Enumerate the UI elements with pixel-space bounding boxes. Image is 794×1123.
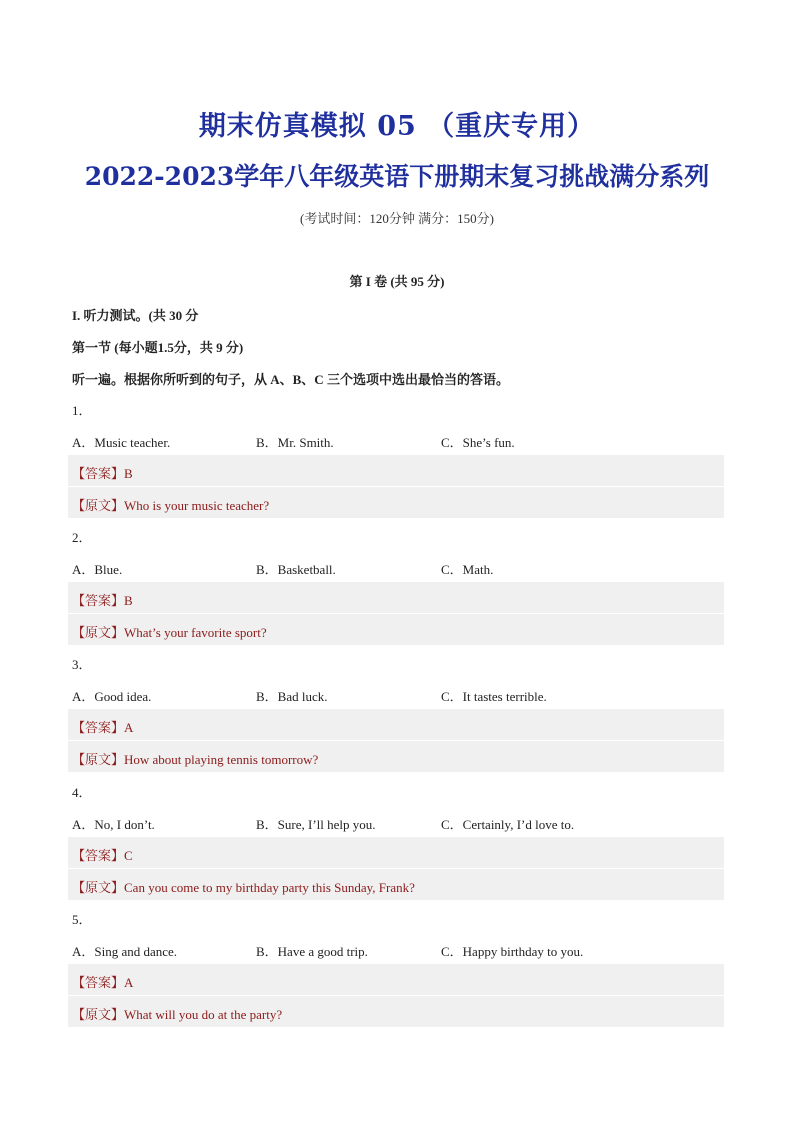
answer-box-divider <box>68 486 724 487</box>
answer-line <box>72 972 133 991</box>
option-a: A．Sing and dance. <box>72 944 178 959</box>
option-c: C．It tastes terrible. <box>441 689 547 704</box>
document-title: 期末仿真模拟 05 （重庆专用） <box>198 111 596 142</box>
answer-box <box>68 709 724 772</box>
question-number: 5． <box>72 912 92 927</box>
answer-box <box>68 964 724 1027</box>
original-line <box>72 622 267 641</box>
option-b: B．Mr. Smith. <box>256 435 334 450</box>
original-label: 【原文】 <box>72 625 125 640</box>
option-a: A．Good idea. <box>72 689 152 704</box>
question-number: 1． <box>72 403 92 418</box>
answer-value: C <box>124 848 133 863</box>
option-a: A．Music teacher. <box>72 435 171 450</box>
option-b: B．Bad luck. <box>256 689 328 704</box>
original-line <box>72 495 269 514</box>
answer-box <box>68 455 724 518</box>
option-b: B．Have a good trip. <box>256 944 368 959</box>
option-a: A．Blue. <box>72 562 123 577</box>
answer-value: A <box>124 975 134 990</box>
original-text: What will you do at the party? <box>124 1007 283 1022</box>
part-title: 第 I 卷 (共 95 分) <box>349 274 445 289</box>
option-c: C．Happy birthday to you. <box>441 944 584 959</box>
original-text: How about playing tennis tomorrow? <box>124 752 319 767</box>
answer-label: 【答案】 <box>72 466 125 481</box>
original-label: 【原文】 <box>72 880 125 895</box>
answer-value: B <box>124 466 133 481</box>
question-number: 2． <box>72 530 92 545</box>
answer-box-divider <box>68 740 724 741</box>
answer-box-divider <box>68 613 724 614</box>
original-text: What’s your favorite sport? <box>124 625 267 640</box>
original-text: Can you come to my birthday party this Sunday, Frank? <box>124 880 415 895</box>
question-number: 4． <box>72 785 92 800</box>
original-line <box>72 877 415 896</box>
series-title: 2022-2023学年八年级英语下册期末复习挑战满分系列 <box>84 162 710 191</box>
subsection-heading: 第一节 (每小题1.5分，共 9 分) <box>72 340 244 355</box>
answer-box-divider <box>68 868 724 869</box>
section-heading: I. 听力测试。(共 30 分 <box>72 308 199 323</box>
question-number: 3． <box>72 657 92 672</box>
answer-label: 【答案】 <box>72 975 125 990</box>
answer-line <box>72 845 133 864</box>
option-c: C．Math. <box>441 562 494 577</box>
original-line <box>72 1004 282 1023</box>
original-label: 【原文】 <box>72 1007 125 1022</box>
answer-line <box>72 463 133 482</box>
original-line <box>72 749 318 768</box>
answer-label: 【答案】 <box>72 593 125 608</box>
original-text: Who is your music teacher? <box>124 498 270 513</box>
option-c: C．Certainly, I’d love to. <box>441 817 575 832</box>
answer-box-divider <box>68 995 724 996</box>
option-b: B．Basketball. <box>256 562 336 577</box>
answer-value: A <box>124 720 134 735</box>
original-label: 【原文】 <box>72 498 125 513</box>
option-a: A．No, I don’t. <box>72 817 155 832</box>
answer-line <box>72 590 133 609</box>
answer-value: B <box>124 593 133 608</box>
option-c: C．She’s fun. <box>441 435 515 450</box>
answer-label: 【答案】 <box>72 848 125 863</box>
exam-info: (考试时间：120分钟 满分：150分) <box>300 211 494 226</box>
original-label: 【原文】 <box>72 752 125 767</box>
answer-label: 【答案】 <box>72 720 125 735</box>
answer-box <box>68 837 724 900</box>
answer-box <box>68 582 724 645</box>
option-b: B．Sure, I’ll help you. <box>256 817 376 832</box>
answer-line <box>72 717 133 736</box>
section-instruction: 听一遍。根据你所听到的句子，从 A、B、C 三个选项中选出最恰当的答语。 <box>72 372 509 387</box>
